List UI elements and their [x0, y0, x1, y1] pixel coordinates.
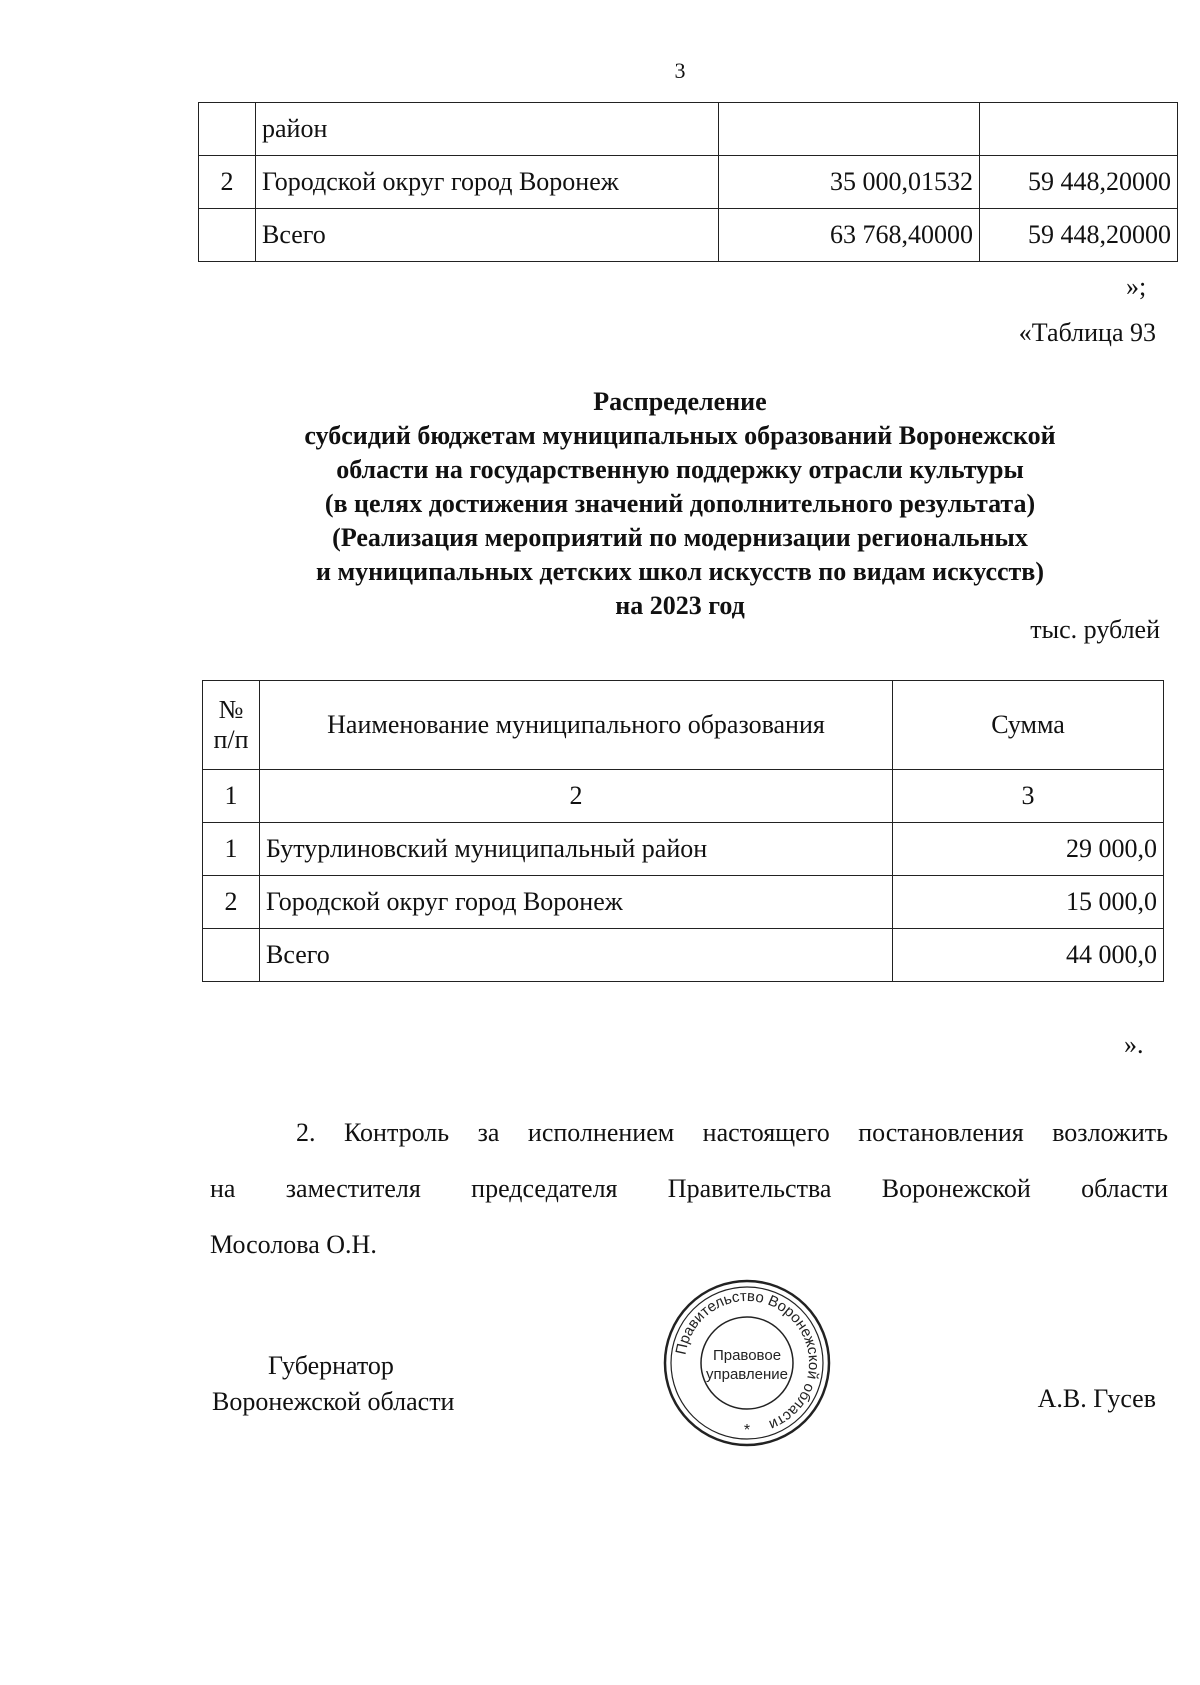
signatory-name: А.В. Гусев [1037, 1384, 1156, 1413]
column-index: 1 [203, 770, 260, 823]
table-header-row [203, 681, 1164, 770]
signatory-title-line: Воронежской области [212, 1387, 455, 1416]
title-line: области на государственную поддержку отрасли культуры [336, 455, 1024, 484]
title-line: и муниципальных детских школ искусств по видам искусств) [315, 557, 1045, 586]
seal-inner-line2: управление [705, 1366, 789, 1383]
official-seal-icon [662, 1278, 832, 1448]
row-value1: 63 768,40000 [719, 209, 980, 262]
row-value2: 59 448,20000 [980, 209, 1178, 262]
distribution-table [202, 680, 1164, 982]
row-num: 2 [199, 156, 256, 209]
row-sum: 44 000,0 [893, 929, 1164, 982]
seal-star: * [743, 1422, 751, 1439]
row-num: 2 [203, 876, 260, 929]
row-sum: 29 000,0 [893, 823, 1164, 876]
table-row [199, 103, 1178, 156]
signatory-title [212, 1348, 454, 1420]
row-name: Всего [260, 929, 893, 982]
continued-table [198, 102, 1178, 262]
control-paragraph [210, 1105, 1168, 1273]
row-name: Всего [256, 209, 719, 262]
title-line: (в целях достижения значений дополнительного результата) [324, 489, 1036, 518]
paragraph-line: Мосолова О.Н. [210, 1230, 377, 1259]
header-name: Наименование муниципального образования [260, 681, 893, 770]
closing-quote: ». [1124, 1030, 1144, 1059]
header-num-line2: п/п [213, 725, 249, 754]
row-num: 1 [203, 823, 260, 876]
row-sum: 15 000,0 [893, 876, 1164, 929]
header-sum: Сумма [893, 681, 1164, 770]
seal-inner-line1: Правовое [712, 1347, 782, 1364]
row-value1 [719, 103, 980, 156]
row-value2 [980, 103, 1178, 156]
header-num-line1: № [218, 695, 244, 724]
row-name: Бутурлиновский муниципальный район [260, 823, 893, 876]
row-name: Городской округ город Воронеж [256, 156, 719, 209]
row-value2: 59 448,20000 [980, 156, 1178, 209]
title-line: Распределение [593, 387, 767, 416]
title-line: на 2023 год [615, 591, 745, 620]
row-name: Городской округ город Воронеж [260, 876, 893, 929]
seal-outer-text: Правительство Воронежской области [672, 1287, 823, 1434]
column-index: 3 [893, 770, 1164, 823]
paragraph-line: 2. Контроль за исполнением настоящего постановления возложить [296, 1118, 1168, 1147]
header-num [203, 681, 260, 770]
title-line: (Реализация мероприятий по модернизации региональных [332, 523, 1028, 552]
row-num [199, 209, 256, 262]
table-row [199, 209, 1178, 262]
document-title [220, 385, 1140, 623]
table-row [203, 876, 1164, 929]
row-name: район [256, 103, 719, 156]
column-index: 2 [260, 770, 893, 823]
signatory-title-line: Губернатор [268, 1351, 394, 1380]
page-number: 3 [674, 58, 686, 83]
paragraph-line: на заместителя председателя Правительства Воронежской области [210, 1174, 1168, 1203]
row-num [203, 929, 260, 982]
column-index-row [203, 770, 1164, 823]
units-label: тыс. рублей [1030, 615, 1160, 644]
table-row [199, 156, 1178, 209]
row-num [199, 103, 256, 156]
table-row [203, 823, 1164, 876]
table-row [203, 929, 1164, 982]
table-number: «Таблица 93 [1018, 318, 1156, 347]
row-value1: 35 000,01532 [719, 156, 980, 209]
title-line: субсидий бюджетам муниципальных образований Воронежской [304, 421, 1056, 450]
closing-quote: »; [1126, 272, 1147, 301]
